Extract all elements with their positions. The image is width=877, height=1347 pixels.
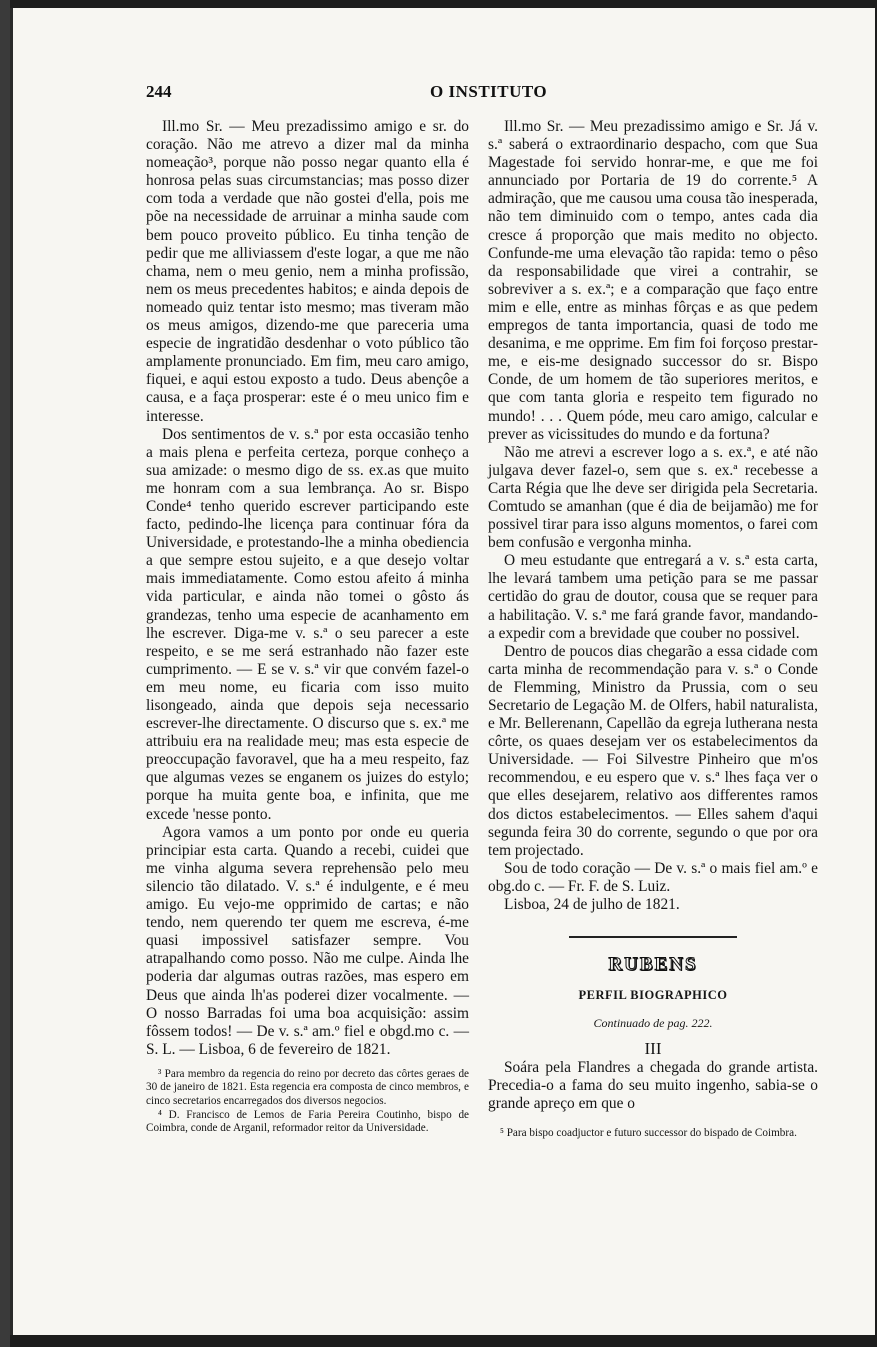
running-title: O INSTITUTO xyxy=(430,82,548,101)
letter-paragraph: Ill.mo Sr. — Meu prezadissimo amigo e sr. do coração. Não me atrevo a dizer mal da minha nomeação³, porque não posso negar quanto ella é honrosa pelas suas circumstancias; mas posso dizer com toda a verdade que não gostei d'ella, pois me põe na necessidade de arruinar a minha saude com bem pouco proveito público. Eu tinha tenção de pedir que me alliviassem d'este logar, a que me não chama, nem o meu genio, nem a minha profissão, nem os meus precedentes habitos; e ainda depois de nomeado quiz tentar isto mesmo; mas tiveram mão os meus amigos, dizendo-me que pareceria uma especie de ingratidão desdenhar o voto público tão amplamente pronunciado. Em fim, meu caro amigo, fiquei, e aqui estou exposto a tudo. Deus abençôe a causa, e a faça prosperar: este é o meu unico fim e interesse. xyxy=(146,118,469,425)
letter-signature: Sou de todo coração — De v. s.ª o mais fiel am.º e obg.do c. — Fr. F. de S. Luiz. xyxy=(488,859,818,895)
right-column xyxy=(488,118,818,1140)
chapter-number: III xyxy=(644,1039,662,1059)
letter-paragraph: Ill.mo Sr. — Meu prezadissimo amigo e Sr. Já v. s.ª saberá o extraordinario despacho, com que Sua Magestade foi servido honrar-me, e que me foi annunciado por Portaria de 19 do corrente.⁵ A admiração, que me causou uma cousa tão inesperada, não tem diminuido com o tempo, antes cada dia cresce á proporção que mais medito no objecto. Confunde-me uma elevação tão rapida: temo o pêso da responsabilidade que virei a contrahir, se sobreviver a s. ex.ª; e a comparação que faço entre mim e elle, entre as minhas fôrças e as que pedem empregos de tanta importancia, quasi de todo me desanima, e me opprime. Em fim foi forçoso prestar-me, e eis-me designado successor do sr. Bispo Conde, de um homem de tão superiores meritos, e que com tanta gloria e respeito tem figurado no mundo! . . . Quem póde, meu caro amigo, calcular e prever as vicissitudes do mundo e da fortuna? xyxy=(488,118,818,443)
letter-paragraph: Não me atrevi a escrever logo a s. ex.ª, e até não julgava dever fazel-o, sem que s. ex.ª recebesse a Carta Régia que lhe deve ser dirigida pela Secretaria. Comtudo se amanhan (que é dia de beijamão) me for possivel tirar para isso alguns momentos, o farei com bem confusão e vergonha minha. xyxy=(488,443,818,552)
footnote: ⁵ Para bispo coadjuctor e futuro successor do bispado de Coimbra. xyxy=(500,1126,797,1139)
section-title: RUBENS xyxy=(608,954,698,976)
footnote: ³ Para membro da regencia do reino por decreto das côrtes geraes de 30 de janeiro de 1821. Esta regencia era composta de cinco membros, e cinco secretarios encarregados dos diversos negocios. xyxy=(146,1067,469,1108)
page-binding xyxy=(0,0,10,1347)
footnotes xyxy=(488,1127,818,1141)
letter-date: Lisboa, 24 de julho de 1821. xyxy=(504,896,680,914)
footnotes xyxy=(146,1068,469,1136)
continued-note: Continuado de pag. 222. xyxy=(593,1016,713,1031)
page-header xyxy=(146,82,826,108)
section-divider xyxy=(569,936,737,938)
section-subtitle: PERFIL BIOGRAPHICO xyxy=(578,988,728,1003)
letter-paragraph: Dos sentimentos de v. s.ª por esta occasião tenho a mais plena e perfeita certeza, porque conheço a sua amizade: o mesmo digo de ss. ex.as que muito me honram com a sua lembrança. Ao sr. Bispo Conde⁴ tenho querido escrever participando este facto, pedindo-lhe licença para continuar fóra da Universidade, e protestando-lhe a minha obediencia a que sempre estou sujeito, e a que desejo voltar mais immediatamente. Como estou afeito á minha vida particular, e ainda não tomei o gôsto ás grandezas, tenho uma especie de acanhamento em lhe escrever. Diga-me v. s.ª o seu parecer a este respeito, e se me será estranhado não fazer este cumprimento. — E se v. s.ª vir que convém fazel-o em meu nome, eu ficaria com isso muito lisongeado, ainda que depois seja necessario escrever-lhe directamente. O discurso que s. ex.ª me attribuiu era na realidade meu; mas esta especie de preoccupação favoravel, que ha a meu respeito, faz que algumas vezes se enganem os juizes do estylo; porque ha muita gente boa, e infinita, que me excede 'nesse ponto. xyxy=(146,425,469,823)
letter-paragraph: O meu estudante que entregará a v. s.ª esta carta, lhe levará tambem uma petição para se me passar certidão do grau de doutor, cousa que se requer para a habilitação. V. s.ª me fará grande favor, mandando-a expedir com a brevidade que couber no possivel. xyxy=(488,552,818,642)
footnote: ⁴ D. Francisco de Lemos de Faria Pereira Coutinho, bispo de Coimbra, conde de Arganil, reformador reitor da Universidade. xyxy=(146,1108,469,1135)
letter-paragraph: Dentro de poucos dias chegarão a essa cidade com carta minha de recommendação para v. s.ª o Conde de Flemming, Ministro da Prussia, com o seu Secretario de Legação M. de Olfers, habil naturalista, e Mr. Bellerenann, Capellão da egreja lutherana nesta côrte, os quaes desejam ver os estabelecimentos da Universidade. — Foi Silvestre Pinheiro que m'os recommendou, e eu espero que v. s.ª lhes faça ver o que elles desejarem, relativo aos differentes ramos dos dictos estabelecimentos. — Elles sahem d'aqui segunda feira 30 do corrente, segundo o que por ora tem projectado. xyxy=(488,642,818,859)
left-column xyxy=(146,118,469,1136)
letter-paragraph: Agora vamos a um ponto por onde eu queria principiar esta carta. Quando a recebi, cuidei que me vinha alguma severa reprehensão pelo meu silencio tão dilatado. V. s.ª é indulgente, e é meu amigo. Eu vejo-me opprimido de cartas; e não tendo, nem querendo ter quem me escreva, é-me quasi impossivel satisfazer sempre. Vou atrapalhando como posso. Não me culpe. Ainda lhe poderia dar algumas outras razões, mas espero em Deus que ainda lh'as poderei dizer vocalmente. — O nosso Barradas foi uma boa acquisição: assim fôssem todos! — De v. s.ª am.º fiel e obgd.mo c. — S. L. — Lisboa, 6 de fevereiro de 1821. xyxy=(146,823,469,1058)
page-number: 244 xyxy=(146,82,172,101)
section-paragraph: Soára pela Flandres a chegada do grande artista. Precedia-o a fama do seu muito ingenho, sabia-se o grande apreço em que o xyxy=(488,1058,818,1112)
